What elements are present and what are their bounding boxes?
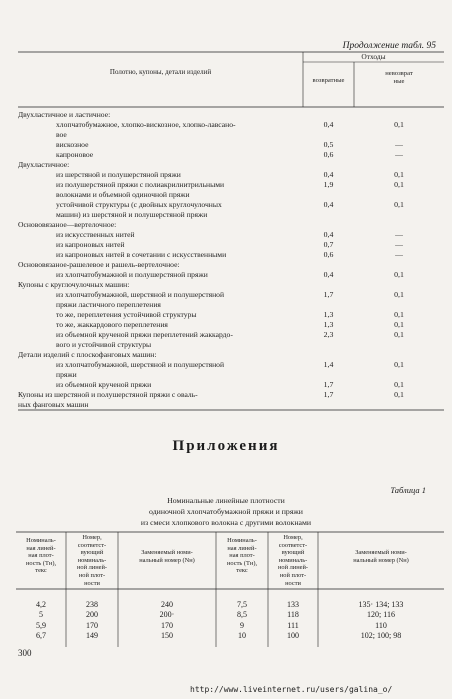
table-95-nonreturnable-value: 0,1: [394, 200, 404, 209]
table-95-nonreturnable-value: —: [395, 240, 403, 249]
table-95-row-text: устойчивой структуры (с двойных круглочулочных: [56, 200, 222, 209]
page-number: 300: [18, 648, 32, 658]
table-95-row-text: хлопчатобумажное, хлопко-вискозное, хлопко-лавсано-: [56, 120, 236, 129]
table-95-nonreturnable-value: 0,1: [394, 330, 404, 339]
table-95-returnable-value: 0,4: [323, 230, 334, 239]
table-95-row-text: вого и устойчивой структуры: [56, 340, 152, 349]
table-95-nonreturnable-value: 0,1: [394, 320, 404, 329]
table-1-label: Таблица 1: [390, 485, 426, 495]
table-95-row-text: из объемной крученой пряжи: [56, 380, 152, 389]
table-1-column: 240 200· 170 150: [159, 600, 175, 641]
table-95-row-text: Двухластичное и ластичное:: [18, 110, 111, 119]
table-95-row-text: то же, жаккардового переплетения: [56, 320, 168, 329]
table-95-returnable-value: 1,3: [323, 320, 334, 329]
table-95-row-text: из шерстяной и полушерстяной пряжи: [56, 170, 181, 179]
table-1-column: 238 200 170 149: [86, 600, 98, 641]
table-1-column: 4,2 5 5,9 6,7: [36, 600, 46, 641]
table-95-nonreturnable-value: 0,1: [394, 170, 404, 179]
table-1-caption-line: одиночной хлопчатобумажной пряжи и пряжи: [149, 507, 303, 516]
table-95-returnable-value: 0,5: [323, 140, 334, 149]
table-95-nonreturnable-value: —: [395, 140, 403, 149]
continuation-header: Продолжение табл. 95: [342, 41, 436, 51]
table-95-returnable-value: 0,6: [323, 250, 334, 259]
table-95-returnable-value: 0,4: [323, 270, 334, 279]
col-header-returnable: возвратные: [312, 77, 345, 84]
table-95-returnable-value: 1,9: [323, 180, 334, 189]
table-95-returnable-value: 1,4: [323, 360, 334, 369]
table-95-returnable-value: 2,3: [323, 330, 334, 339]
table-95-returnable-value: 0,4: [323, 120, 334, 129]
table-95-returnable-value: 0,6: [323, 150, 334, 159]
table-95-row-text: из хлопчатобумажной и полушерстяной пряжи: [56, 270, 208, 279]
table-95-row-text: из объемной крученой пряжи переплетений жаккардо-: [56, 330, 233, 339]
table-95-nonreturnable-value: —: [395, 230, 403, 239]
table-95-row-text: пряжи ластичного переплетения: [56, 300, 161, 309]
table-95-row-text: Основовязаное—вертелочное:: [18, 220, 117, 229]
table-95-row-text: волокнами и объемной одиночной пряжи: [56, 190, 190, 199]
col-header-waste: Отходы: [361, 52, 386, 61]
table-95-row-text: пряжи: [56, 370, 77, 379]
appendix-title: Приложения: [172, 438, 280, 454]
table-1-header: Заменяемый номи- нальный номер (Nн): [353, 549, 409, 564]
table-95-nonreturnable-value: 0,1: [394, 360, 404, 369]
table-95-nonreturnable-value: 0,1: [394, 120, 404, 129]
table-95-row-text: из капроновых нитей в сочетании с искусственными: [56, 250, 227, 259]
watermark-url[interactable]: http://www.liveinternet.ru/users/galina_o/: [190, 685, 393, 694]
table-95-row-text: Двухластичное:: [18, 160, 70, 169]
table-95-returnable-value: 0,7: [323, 240, 334, 249]
table-1-caption-line: из смеси хлопкового волокна с другими волокнами: [140, 518, 312, 527]
table-95-returnable-value: 1,3: [323, 310, 334, 319]
table-95-row-text: то же, переплетения устойчивой структуры: [56, 310, 197, 319]
table-95-row-text: вискозное: [56, 140, 89, 149]
table-95-returnable-value: 1,7: [323, 380, 334, 389]
table-95-row-text: Купоны из шерстяной и полушерстяной пряжи с оваль-: [18, 390, 198, 399]
table-95-row-text: вое: [56, 130, 67, 139]
table-95-row-text: из полушерстяной пряжи с полиакрилнитрильными: [56, 180, 225, 189]
table-95-returnable-value: 0,4: [323, 200, 334, 209]
table-95-row-text: из искусственных нитей: [56, 230, 135, 239]
table-95-row-text: ных фанговых машин: [18, 400, 89, 409]
table-1-header: Номиналь- ная линей- ная плот- ность (Тн), текс: [25, 537, 57, 575]
table-95-nonreturnable-value: 0,1: [394, 390, 404, 399]
table-95-returnable-value: 0,4: [323, 170, 334, 179]
table-95-nonreturnable-value: 0,1: [394, 180, 404, 189]
table-95-body: [18, 110, 444, 410]
table-95-returnable-value: 1,7: [323, 390, 334, 399]
col-header-nonreturnable: невозврат ные: [385, 70, 413, 85]
table-95-row-text: капроновое: [56, 150, 94, 159]
table-95-row-text: из капроновых нитей: [56, 240, 125, 249]
table-95-nonreturnable-value: 0,1: [394, 310, 404, 319]
table-95-nonreturnable-value: 0,1: [394, 290, 404, 299]
table-95-returnable-value: 1,7: [323, 290, 334, 299]
table-95-row-text: из хлопчатобумажной, шерстяной и полушерстяной: [56, 290, 225, 299]
table-1-column: 135· 134; 133 120; 116 110 102; 100; 98: [358, 600, 404, 641]
table-1-caption-line: Номинальные линейные плотности: [167, 496, 285, 505]
table-95-row-text: Основовязаное-рашелевое и рашель-вертелочное:: [18, 260, 180, 269]
table-95-nonreturnable-value: 0,1: [394, 270, 404, 279]
table-1-column: 7,5 8,5 9 10: [237, 600, 247, 641]
table-1-header: Номер, соответст- вующий номиналь- ной линей- ной плот- ности: [76, 534, 108, 587]
table-95-row-text: из хлопчатобумажной, шерстяной и полушерстяной: [56, 360, 225, 369]
table-95-nonreturnable-value: —: [395, 250, 403, 259]
table-1-header: Номиналь- ная линей- ная плот- ность (Тн), текс: [226, 537, 258, 575]
table-95-row-text: машин) из шерстяной и полушерстяной пряжи: [56, 210, 208, 219]
table-95-row-text: Детали изделий с плоскофанговых машин:: [18, 350, 157, 359]
table-1-column: 133 118 111 100: [287, 600, 299, 641]
table-1-header: Заменяемый номи- нальный номер (Nн): [139, 549, 195, 564]
table-95-nonreturnable-value: 0,1: [394, 380, 404, 389]
table-95-nonreturnable-value: —: [395, 150, 403, 159]
table-1-header: Номер, соответст- вующий номиналь- ной линей- ной плот- ности: [277, 534, 309, 587]
table-95-row-text: Купоны с круглочулочных машин:: [18, 280, 130, 289]
col-header-name: Полотно, купоны, детали изделий: [109, 68, 212, 76]
